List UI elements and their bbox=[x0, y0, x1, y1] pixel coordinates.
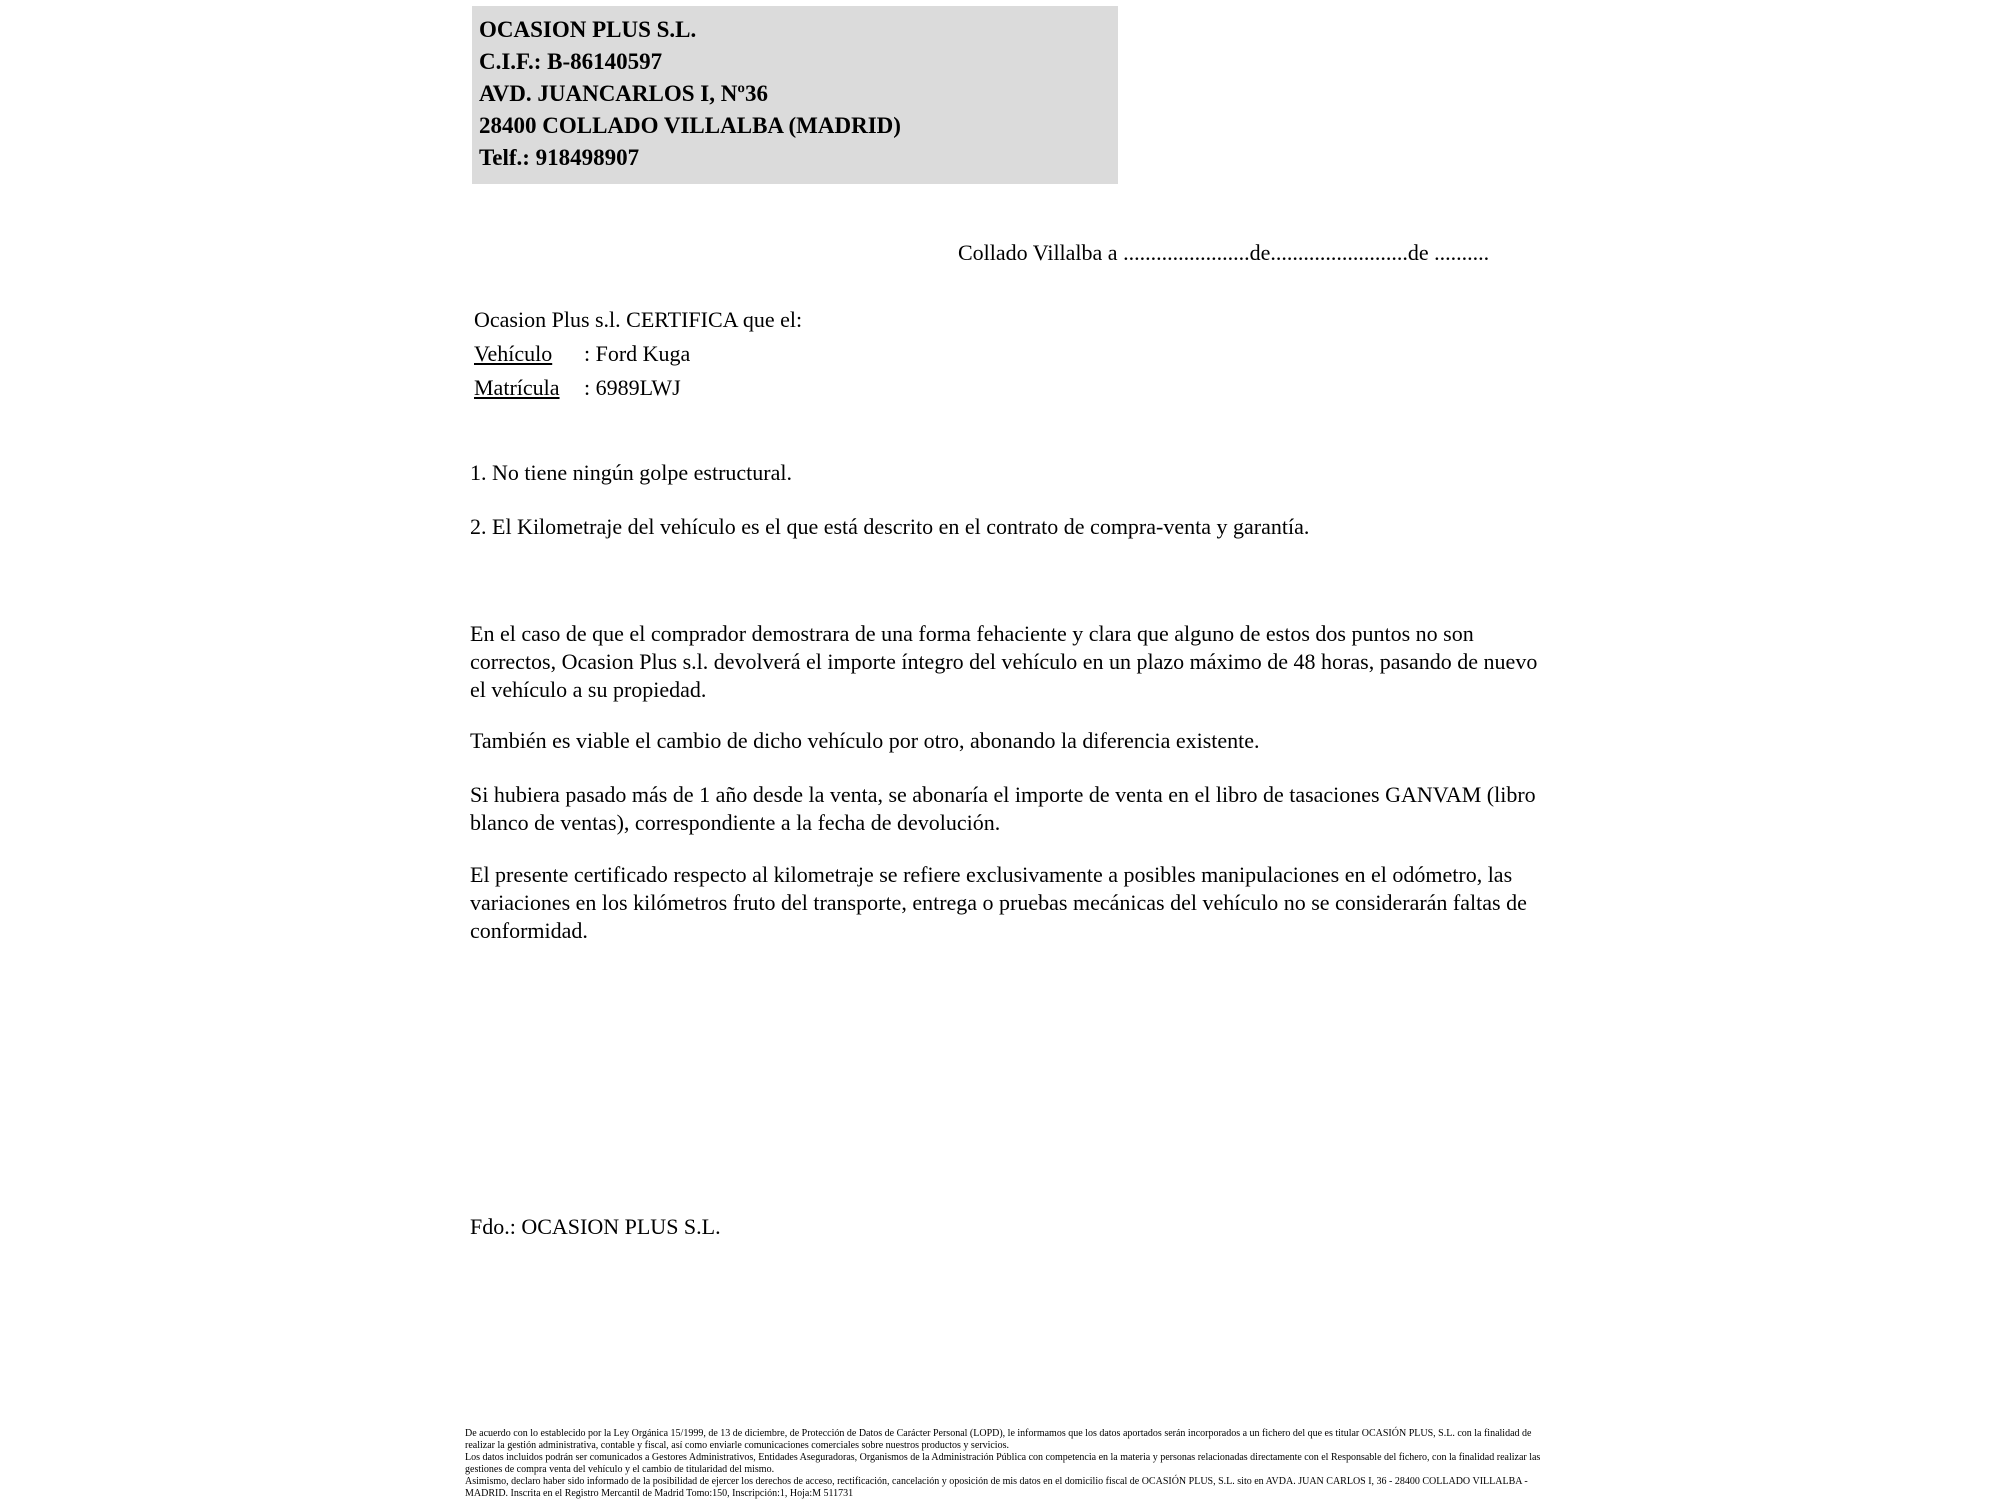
vehicle-line bbox=[474, 337, 802, 371]
certification-block bbox=[474, 303, 802, 405]
company-city: 28400 COLLADO VILLALBA (MADRID) bbox=[479, 113, 901, 138]
paragraph-odometer: El presente certificado respecto al kilometraje se refiere exclusivamente a posibles manipulaciones en el odómetro, las variaciones en los kilómetros fruto del transporte, entrega o pruebas mecánicas del vehículo no se considerarán faltas de conformidad. bbox=[470, 862, 1527, 943]
paragraph-refund: En el caso de que el comprador demostrara de una forma fehaciente y clara que alguno de estos dos puntos no son correctos, Ocasion Plus s.l. devolverá el importe íntegro del vehículo en un plazo máximo de 48 horas, pasando de nuevo el vehículo a su propiedad. bbox=[470, 621, 1538, 702]
legal-footer-paragraph-1: De acuerdo con lo establecido por la Ley Orgánica 15/1999, de 13 de diciembre, de Protección de Datos de Carácter Personal (LOPD), le informamos que los datos aportados serán incorporados a un fichero del que es titular OCASIÓN PLUS, S.L. con la finalidad de realizar la gestión administrativa, contable y fiscal, así como enviarle comunicaciones comerciales sobre nuestros productos y servicios. bbox=[465, 1428, 1532, 1451]
company-letterhead bbox=[472, 6, 1118, 184]
plate-label: Matrícula bbox=[474, 375, 560, 400]
company-cif: C.I.F.: B-86140597 bbox=[479, 49, 663, 74]
paragraph-ganvam: Si hubiera pasado más de 1 año desde la venta, se abonaría el importe de venta en el libro de tasaciones GANVAM (libro blanco de ventas), correspondiente a la fecha de devolución. bbox=[470, 782, 1536, 835]
company-address: AVD. JUANCARLOS I, Nº36 bbox=[479, 81, 768, 106]
company-phone: Telf.: 918498907 bbox=[479, 145, 640, 170]
legal-footer-paragraph-2: Los datos incluidos podrán ser comunicados a Gestores Administrativos, Entidades Aseguradoras, Organismos de la Administración Pública con competencia en la materia y personas relacionadas directamente con el Responsable del fichero, con la finalidad realizar las gestiones de compra venta del vehículo y el cambio de titularidad del mismo. bbox=[465, 1452, 1541, 1475]
point-2: 2. El Kilometraje del vehículo es el que está descrito en el contrato de compra-venta y garantía. bbox=[470, 514, 1310, 539]
plate-value: : 6989LWJ bbox=[584, 375, 681, 400]
vehicle-value: : Ford Kuga bbox=[584, 341, 691, 366]
point-1: 1. No tiene ningún golpe estructural. bbox=[470, 460, 792, 485]
vehicle-label: Vehículo bbox=[474, 341, 553, 366]
legal-footer bbox=[465, 1428, 1555, 1500]
legal-footer-paragraph-3: Asimismo, declaro haber sido informado de la posibilidad de ejercer los derechos de acceso, rectificación, cancelación y oposición de mis datos en el domicilio fiscal de OCASIÓN PLUS, S.L. sito en AVDA. JUAN CARLOS I, 36 - 28400 COLLADO VILLALBA - MADRID. Inscrita en el Registro Mercantil de Madrid Tomo:150, Inscripción:1, Hoja:M 511731 bbox=[465, 1476, 1528, 1499]
certify-intro: Ocasion Plus s.l. CERTIFICA que el: bbox=[474, 307, 803, 332]
date-line: Collado Villalba a .......................de.........................de .......... bbox=[958, 240, 1490, 265]
company-name: OCASION PLUS S.L. bbox=[479, 17, 697, 42]
plate-line bbox=[474, 371, 802, 405]
signature-line: Fdo.: OCASION PLUS S.L. bbox=[470, 1214, 721, 1239]
paragraph-exchange: También es viable el cambio de dicho vehículo por otro, abonando la diferencia existente. bbox=[470, 728, 1260, 753]
